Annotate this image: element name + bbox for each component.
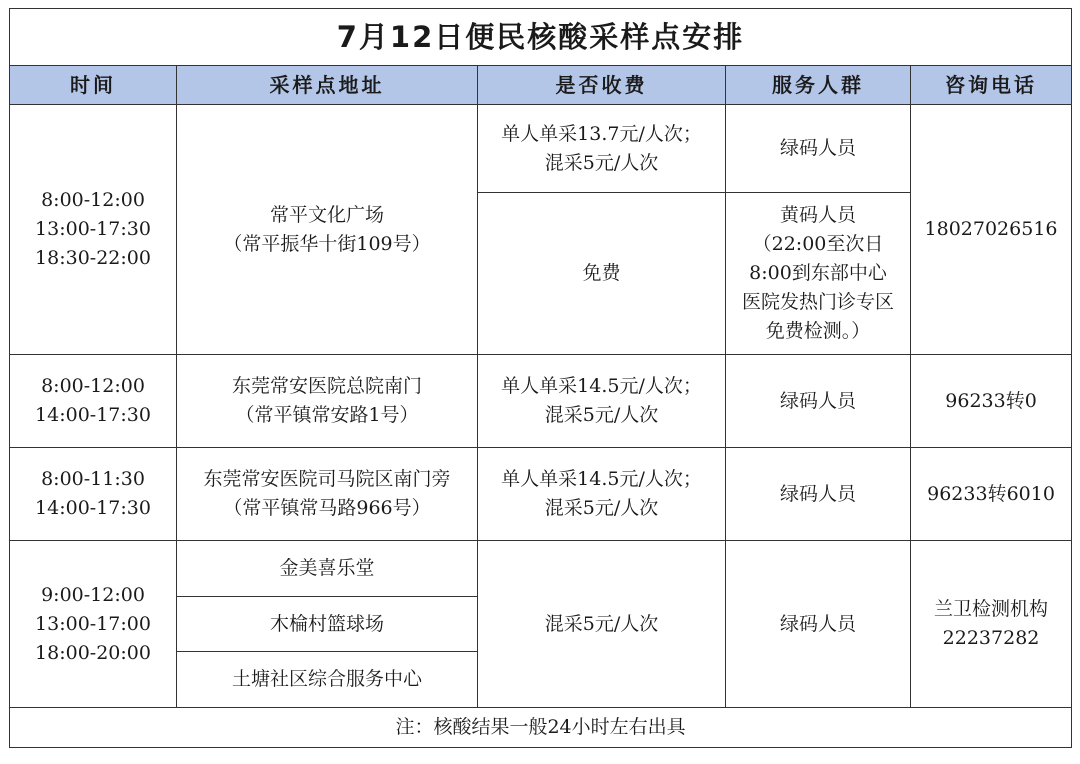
time-cell	[10, 105, 177, 355]
phone-cell	[911, 541, 1072, 708]
fee-line: 单人单采14.5元/人次；	[501, 375, 702, 397]
address-cell	[177, 105, 478, 355]
address-detail: （常平振华十街109号）	[223, 232, 431, 255]
schedule-table-wrapper	[9, 8, 1071, 748]
column-header-fee: 是否收费	[478, 66, 726, 105]
phone-cell: 18027026516	[911, 105, 1072, 355]
group-cell: 绿码人员	[726, 355, 911, 448]
fee-line: 混采5元/人次	[544, 404, 659, 426]
time-line: 8:00-12:00	[41, 375, 145, 397]
footnote: 注：核酸结果一般24小时左右出具	[10, 708, 1072, 748]
column-header-phone: 咨询电话	[911, 66, 1072, 105]
address-name: 东莞常安医院总院南门	[231, 375, 422, 397]
time-cell	[10, 355, 177, 448]
address-cell: 金美喜乐堂	[177, 541, 478, 597]
table-row	[10, 105, 1072, 193]
table-row	[10, 541, 1072, 597]
time-cell	[10, 448, 177, 541]
fee-line: 单人单采14.5元/人次；	[501, 468, 702, 490]
note-row	[10, 708, 1072, 748]
time-line: 14:00-17:30	[35, 404, 151, 426]
group-line: （22:00至次日	[752, 233, 884, 255]
address-detail: （常平镇常马路966号）	[223, 497, 431, 519]
group-line: 免费检测。）	[765, 320, 871, 342]
fee-line: 混采5元/人次	[544, 497, 659, 519]
address-name: 东莞常安医院司马院区南门旁	[203, 468, 451, 490]
time-line: 8:00-12:00	[41, 189, 145, 211]
phone-cell: 96233转6010	[911, 448, 1072, 541]
column-header-group: 服务人群	[726, 66, 911, 105]
fee-cell	[478, 448, 726, 541]
group-cell: 绿码人员	[726, 448, 911, 541]
group-line: 8:00到东部中心	[749, 262, 887, 284]
time-line: 8:00-11:30	[41, 468, 145, 490]
fee-cell	[478, 355, 726, 448]
address-name: 常平文化广场	[269, 203, 384, 226]
address-cell: 木棆村篮球场	[177, 597, 478, 652]
address-cell: 土塘社区综合服务中心	[177, 652, 478, 708]
phone-number: 22237282	[942, 627, 1040, 649]
fee-line: 混采5元/人次	[544, 151, 659, 174]
time-line: 18:30-22:00	[35, 247, 151, 269]
fee-cell: 免费	[478, 193, 726, 355]
page-title: 7月12日便民核酸采样点安排	[10, 9, 1072, 66]
fee-line: 单人单采13.7元/人次；	[501, 122, 702, 145]
time-line: 13:00-17:00	[35, 612, 151, 635]
column-header-address: 采样点地址	[177, 66, 478, 105]
table-row	[10, 355, 1072, 448]
header-row	[10, 66, 1072, 105]
group-line: 医院发热门诊专区	[741, 291, 894, 313]
column-header-time: 时间	[10, 66, 177, 105]
title-row	[10, 9, 1072, 66]
address-detail: （常平镇常安路1号）	[235, 404, 419, 426]
time-line: 14:00-17:30	[35, 497, 151, 519]
time-cell	[10, 541, 177, 708]
fee-cell	[478, 105, 726, 193]
table-row	[10, 448, 1072, 541]
sampling-schedule-table	[9, 8, 1072, 748]
phone-org: 兰卫检测机构	[934, 598, 1049, 620]
time-line: 9:00-12:00	[41, 583, 145, 606]
address-cell	[177, 448, 478, 541]
phone-cell: 96233转0	[911, 355, 1072, 448]
group-cell: 绿码人员	[726, 541, 911, 708]
time-line: 13:00-17:30	[35, 218, 151, 240]
fee-cell: 混采5元/人次	[478, 541, 726, 708]
time-line: 18:00-20:00	[35, 641, 151, 664]
group-cell	[726, 193, 911, 355]
group-cell: 绿码人员	[726, 105, 911, 193]
address-cell	[177, 355, 478, 448]
group-line: 黄码人员	[779, 204, 856, 226]
